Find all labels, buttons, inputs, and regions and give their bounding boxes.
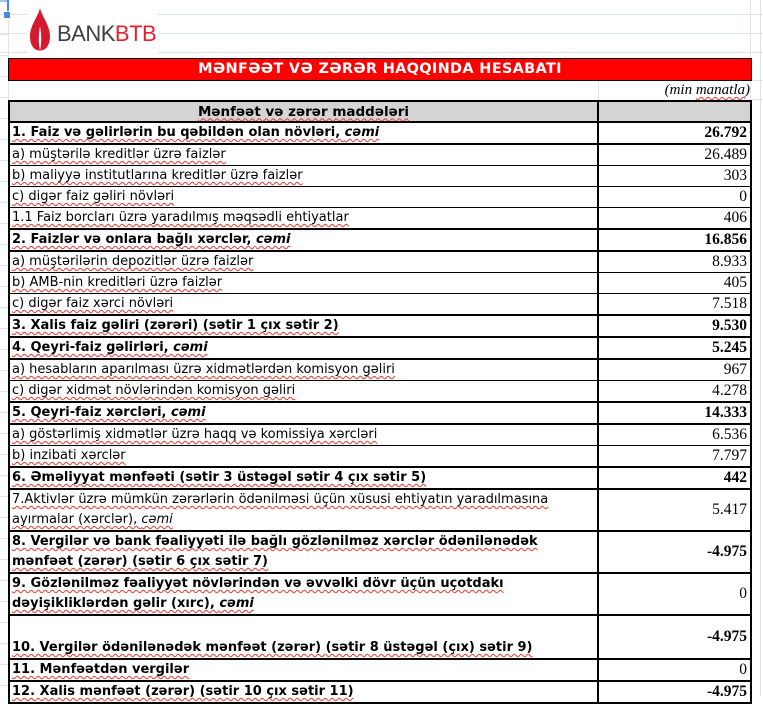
table-row xyxy=(9,122,751,144)
row-value-cell[interactable]: 0 xyxy=(598,187,751,208)
table-row xyxy=(9,381,751,403)
table-row xyxy=(9,681,751,703)
row-value-cell[interactable]: 303 xyxy=(598,166,751,187)
table-row xyxy=(9,359,751,381)
row-value-cell[interactable]: 0 xyxy=(598,659,751,681)
row-label-cell[interactable] xyxy=(9,659,598,681)
table-row xyxy=(9,531,751,573)
row-value-cell[interactable]: 16.856 xyxy=(598,229,751,251)
row-label-cell[interactable] xyxy=(9,229,598,251)
row-label-cell[interactable] xyxy=(9,681,598,703)
report-title-banner[interactable] xyxy=(8,58,752,81)
table-row xyxy=(9,229,751,251)
row-value-cell[interactable]: 4.278 xyxy=(598,381,751,403)
row-label-italic: cəmi xyxy=(171,405,206,420)
table-row xyxy=(9,573,751,615)
table-row xyxy=(9,273,751,294)
table-row xyxy=(9,467,751,489)
row-value-cell[interactable]: 967 xyxy=(598,359,751,381)
row-label-italic: cəmi xyxy=(219,596,254,611)
gridline xyxy=(752,99,763,100)
row-label: 1.1 Faiz borcları üzrə yaradılmış məqsədli ehtiyatlar xyxy=(12,210,349,225)
header-label-cell[interactable] xyxy=(9,101,598,122)
row-label: a) müştərilərin depozitlər üzrə faizlər xyxy=(12,254,254,269)
row-value-cell[interactable]: 6.536 xyxy=(598,424,751,446)
row-label: c) digər faiz xərci növləri xyxy=(12,296,174,311)
row-label-cell[interactable] xyxy=(9,531,598,573)
row-label: c) digər faiz gəliri növləri xyxy=(12,189,175,204)
gridline-strip-left xyxy=(0,14,8,696)
table-row xyxy=(9,144,751,166)
cell-fill-handle[interactable] xyxy=(3,11,11,19)
row-value-cell[interactable]: 26.792 xyxy=(598,122,751,144)
gridline xyxy=(760,0,761,696)
row-label-cell[interactable] xyxy=(9,381,598,403)
row-label: 4. Qeyri-faiz gəlirləri, xyxy=(12,340,174,355)
row-value-cell[interactable]: 9.530 xyxy=(598,315,751,337)
row-label: a) hesabların aparılması üzrə xidmətlərdən komisyon gəliri xyxy=(12,362,395,377)
table-row xyxy=(9,337,751,359)
row-value-cell[interactable]: 7.797 xyxy=(598,446,751,468)
bank-logo xyxy=(28,5,158,53)
units-note[interactable] xyxy=(400,82,750,100)
table-row xyxy=(9,251,751,273)
row-value-cell[interactable]: 5.245 xyxy=(598,337,751,359)
row-label: 12. Xalis mənfəət (zərər) (sətir 10 çıx sətir 11) xyxy=(12,684,354,699)
row-label: 9. Gözlənilməz fəaliyyət növlərindən və əvvəlki dövr üçün uçotdakı dəyişikliklərdən gəlir (xırc), xyxy=(12,576,504,611)
units-pre: (min xyxy=(664,82,696,98)
row-label: 1. Faiz və gəlirlərin bu qəbildən olan növləri, xyxy=(12,125,345,140)
row-label: c) digər xidmət növlərindən komisyon gəliri xyxy=(12,383,296,398)
row-value-cell[interactable]: -4.975 xyxy=(598,615,751,659)
table-row xyxy=(9,402,751,424)
row-label: b) inzibati xərclər xyxy=(12,448,126,463)
logo-text-bank: BANK xyxy=(57,21,115,46)
table-header-row xyxy=(9,101,751,122)
table-row xyxy=(9,187,751,208)
row-value-cell[interactable]: 26.489 xyxy=(598,144,751,166)
row-label-cell[interactable] xyxy=(9,424,598,446)
table-row xyxy=(9,208,751,230)
row-label: 5. Qeyri-faiz xərcləri, xyxy=(12,405,172,420)
row-label-cell[interactable] xyxy=(9,122,598,144)
row-label: a) müştərilə kreditlər üzrə faizlər xyxy=(12,147,226,162)
table-row xyxy=(9,424,751,446)
row-label-cell[interactable] xyxy=(9,359,598,381)
report-title: MƏNFƏƏT VƏ ZƏRƏR HAQQINDA HESABATI xyxy=(198,61,562,77)
header-value-cell[interactable] xyxy=(598,101,751,122)
row-label-cell[interactable] xyxy=(9,294,598,316)
row-label-cell[interactable] xyxy=(9,187,598,208)
row-value-cell[interactable]: 405 xyxy=(598,273,751,294)
row-label-italic: cəmi xyxy=(344,125,380,140)
row-value-cell[interactable]: -4.975 xyxy=(598,681,751,703)
row-value-cell[interactable]: 442 xyxy=(598,467,751,489)
row-label-italic: cəmi xyxy=(173,340,208,355)
row-label-cell[interactable] xyxy=(9,251,598,273)
row-value-cell[interactable]: -4.975 xyxy=(598,531,751,573)
table-row xyxy=(9,489,751,531)
row-label-cell[interactable] xyxy=(9,144,598,166)
header-label: Mənfəət və zərər maddələri xyxy=(197,103,410,120)
row-value-cell[interactable]: 14.333 xyxy=(598,402,751,424)
row-label-italic: cəmi xyxy=(141,512,173,527)
units-word: manatla xyxy=(695,82,745,98)
table-row xyxy=(9,446,751,468)
logo-text-btb: BTB xyxy=(114,21,157,46)
row-label: 8. Vergilər və bank fəaliyyəti ilə bağlı gözlənilməz xərclər ödənilənədək mənfəət (zərər) (sətir 6 çıx sətir 7) xyxy=(12,534,538,569)
row-label: 10. Vergilər ödənilənədək mənfəət (zərər) (sətir 8 üstəgəl (çıx) sətir 9) xyxy=(12,640,533,655)
row-label: 2. Faizlər və onlara bağlı xərclər, xyxy=(12,232,256,247)
row-value-cell[interactable]: 7.518 xyxy=(598,294,751,316)
bank-wordmark xyxy=(57,13,156,45)
row-value-cell[interactable]: 8.933 xyxy=(598,251,751,273)
table-row xyxy=(9,166,751,187)
row-label-cell[interactable] xyxy=(9,273,598,294)
row-label-cell[interactable] xyxy=(9,489,598,531)
row-value-cell[interactable]: 5.417 xyxy=(598,489,751,531)
row-label: b) maliyyə institutlarına kreditlər üzrə faizlər xyxy=(12,168,303,183)
row-label: 3. Xalis faiz gəliri (zərəri) (sətir 1 çıx sətir 2) xyxy=(12,318,339,333)
row-label-cell[interactable] xyxy=(9,208,598,230)
row-label-cell[interactable] xyxy=(9,402,598,424)
row-value-cell[interactable]: 406 xyxy=(598,208,751,230)
row-label-cell[interactable] xyxy=(9,166,598,187)
row-label-cell[interactable] xyxy=(9,467,598,489)
table-row xyxy=(9,315,751,337)
row-label: 6. Əməliyyat mənfəəti (sətir 3 üstəgəl sətir 4 çıx sətir 5) xyxy=(12,470,427,485)
profit-loss-table xyxy=(8,100,752,704)
row-label: b) AMB-nin kreditləri üzrə faizlər xyxy=(12,275,223,290)
gridline xyxy=(750,0,751,58)
table-row xyxy=(9,615,751,659)
table-row xyxy=(9,659,751,681)
gridline xyxy=(752,80,763,81)
row-label-cell[interactable] xyxy=(9,446,598,468)
row-label-cell[interactable] xyxy=(9,573,598,615)
row-label-cell[interactable] xyxy=(9,315,598,337)
row-label-cell[interactable] xyxy=(9,615,598,659)
row-label: 11. Mənfəətdən vergilər xyxy=(12,662,190,677)
row-label-italic: cəmi xyxy=(255,232,291,247)
row-label: 7.Aktivlər üzrə mümkün zərərlərin ödənilməsi üçün xüsusi ehtiyatın yaradılmasına ayırmalar (xərclər), xyxy=(12,492,549,527)
row-value-cell[interactable]: 0 xyxy=(598,573,751,615)
row-label-cell[interactable] xyxy=(9,337,598,359)
row-label: a) göstərlimiş xidmətlər üzrə haqq və komissiya xərcləri xyxy=(12,427,378,442)
gridline xyxy=(750,81,751,100)
units-post: ) xyxy=(745,82,750,98)
table-row xyxy=(9,294,751,316)
flame-icon xyxy=(28,8,52,51)
